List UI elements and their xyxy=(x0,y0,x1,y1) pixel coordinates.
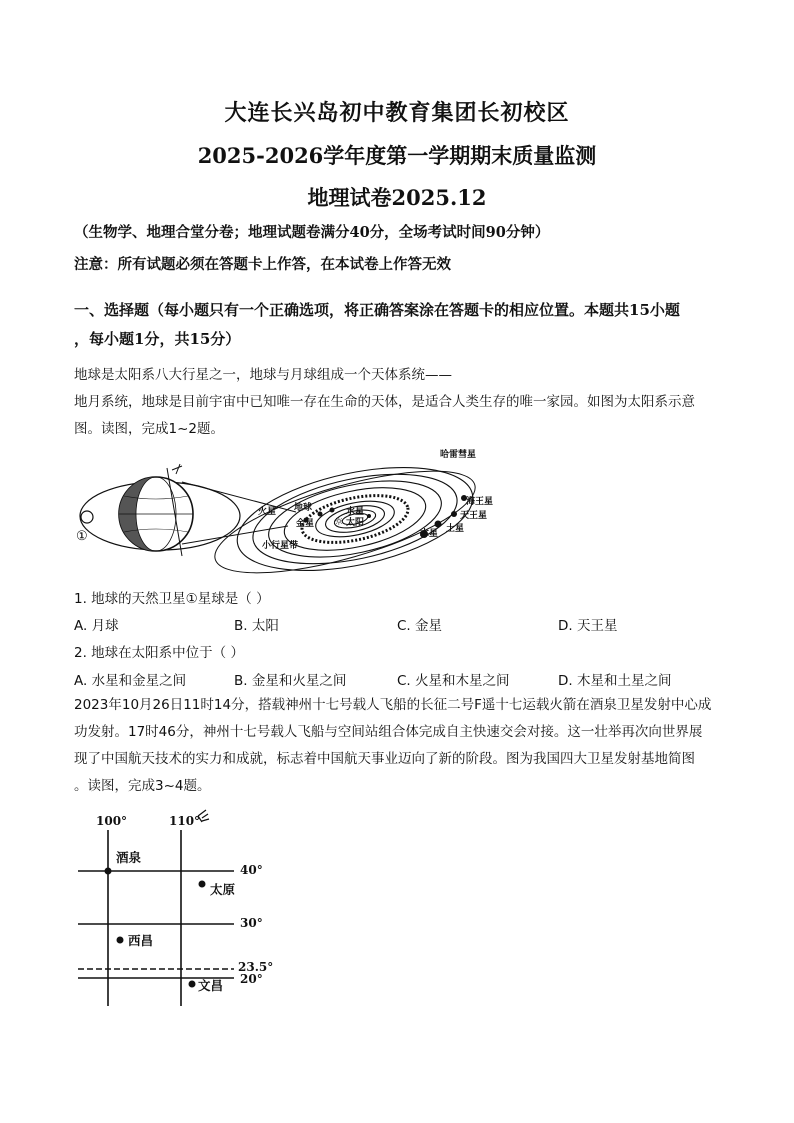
label-uranus: 天王星 xyxy=(460,511,488,521)
passage-2-line1: 2023年10月26日11时14分，搭载神州十七号载人飞船的长征二号F遥十七运载火箭在酒泉卫星发射中心成 xyxy=(74,697,712,713)
planet-dots xyxy=(304,495,468,538)
label-jiuquan: 酒泉 xyxy=(116,850,142,865)
site-taiyuan-dot xyxy=(199,881,206,888)
title-term: 2025-2026学年度第一学期期末质量监测 xyxy=(197,143,597,168)
label-saturn: 土星 xyxy=(446,524,465,534)
passage-1 xyxy=(74,362,724,443)
q1-option-c[interactable]: C. 金星 xyxy=(397,618,443,634)
passage-1-line1: 地球是太阳系八大行星之一，地球与月球组成一个天体系统—— xyxy=(74,367,452,383)
label-lat-30: 30° xyxy=(240,916,263,930)
q2-option-a[interactable]: A. 水星和金星之间 xyxy=(74,673,187,689)
launch-sites-map xyxy=(74,808,284,1008)
q1-option-a[interactable]: A. 月球 xyxy=(74,618,119,634)
passage-1-line2: 地月系统，地球是目前宇宙中已知唯一存在生命的天体，是适合人类生存的唯一家园。如图为太阳系示意 xyxy=(74,394,695,410)
title-school: 大连长兴岛初中教育集团长初校区 xyxy=(224,100,570,126)
q1-option-d[interactable]: D. 天王星 xyxy=(558,618,618,634)
moon-icon xyxy=(81,511,93,523)
site-xichang-dot xyxy=(117,937,124,944)
solar-system-figure xyxy=(70,444,510,584)
section-heading xyxy=(74,296,724,354)
label-earth: 地球 xyxy=(294,503,313,513)
label-venus: 金星 xyxy=(296,519,315,529)
earth-globe-icon xyxy=(119,468,193,556)
exam-info: （生物学、地理合堂分卷；地理试题卷满分40分，全场考试时间90分钟） xyxy=(74,224,550,241)
label-lon-100: 100° xyxy=(96,814,128,828)
passage-2-line2: 功发射。17时46分，神州十七号载人飞船与空间站组合体完成自主快速交会对接。这一壮举再次向世界展 xyxy=(74,724,703,740)
label-taiyuan: 太原 xyxy=(210,882,236,897)
passage-2-line3: 现了中国航天技术的实力和成就，标志着中国航天事业迈向了新的阶段。图为我国四大卫星发射基地简图 xyxy=(74,751,695,767)
label-lat-20: 20° xyxy=(240,972,263,986)
question-2-stem: 2. 地球在太阳系中位于（ ） xyxy=(74,645,244,661)
passage-2-line4: 。读图，完成3~4题。 xyxy=(74,778,211,794)
label-neptune: 海王星 xyxy=(466,497,494,507)
label-lat-235: 23.5° xyxy=(238,960,274,974)
passage-1-line3: 图。读图，完成1~2题。 xyxy=(74,421,224,437)
q1-option-b[interactable]: B. 太阳 xyxy=(234,618,279,634)
label-lat-40: 40° xyxy=(240,863,263,877)
label-sun: 太阳 xyxy=(346,518,365,528)
label-wenchang: 文昌 xyxy=(198,978,224,993)
title-subject: 地理试卷2025.12 xyxy=(307,185,487,210)
site-wenchang-dot xyxy=(189,981,196,988)
label-lon-110: 110° xyxy=(169,814,201,828)
label-asteroid: 小行星带 xyxy=(262,541,299,551)
q2-option-b[interactable]: B. 金星和火星之间 xyxy=(234,673,347,689)
notice: 注意：所有试题必须在答题卡上作答，在本试卷上作答无效 xyxy=(74,256,451,273)
label-xichang: 西昌 xyxy=(128,933,154,948)
label-sun-symbol: ☼ xyxy=(334,515,344,528)
question-1-stem: 1. 地球的天然卫星①星球是（ ） xyxy=(74,591,270,607)
moon-label: ① xyxy=(76,529,88,544)
label-halley: 哈雷彗星 xyxy=(440,450,477,460)
q2-option-c[interactable]: C. 火星和木星之间 xyxy=(397,673,510,689)
q2-option-d[interactable]: D. 木星和土星之间 xyxy=(558,673,672,689)
label-jupiter: 木星 xyxy=(420,529,439,539)
question-1-options xyxy=(74,614,754,638)
site-jiuquan-dot xyxy=(105,868,112,875)
label-mars: 火星 xyxy=(258,507,277,517)
section-heading-line2: ，每小题1分，共15分） xyxy=(74,330,241,348)
label-mercury: 水星 xyxy=(346,507,365,517)
section-heading-line1: 一、选择题（每小题只有一个正确选项，将正确答案涂在答题卡的相应位置。本题共15小题 xyxy=(74,301,680,319)
question-2-options xyxy=(74,669,754,693)
passage-2 xyxy=(74,692,724,800)
